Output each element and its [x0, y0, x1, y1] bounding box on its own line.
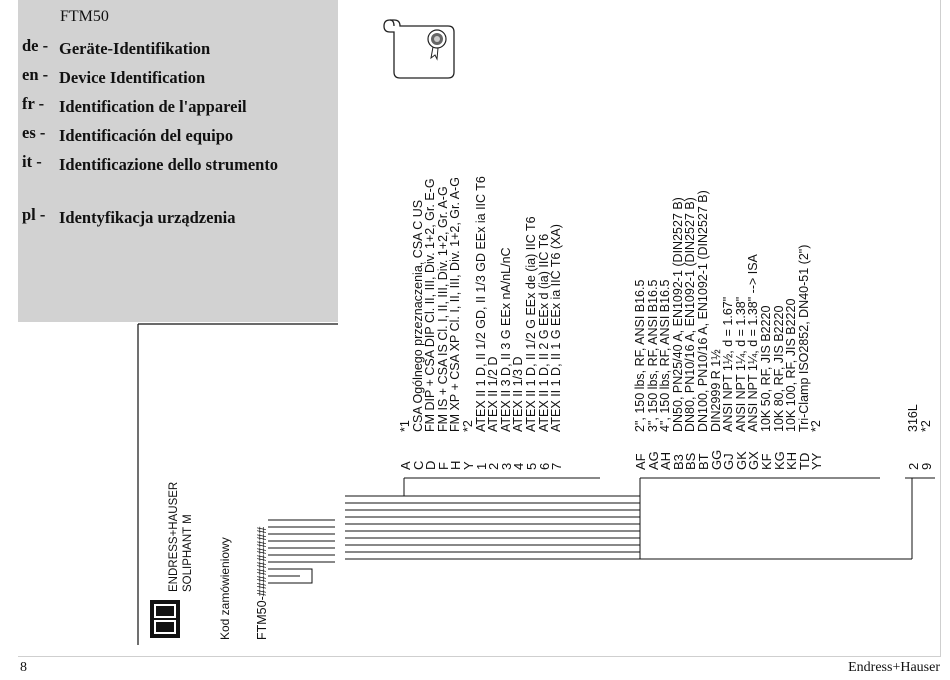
approval-description: ATEX II 1 D, II 1/2 G EEx de (ia) IIC T6	[524, 216, 538, 432]
approval-code: D	[423, 460, 439, 470]
process-description: DN80, PN10/16 A, EN1092-1 (DIN2527 B)	[683, 197, 698, 432]
footer-brand: Endress+Hauser	[848, 660, 940, 675]
approval-code: 5	[524, 462, 539, 470]
endress-hauser-logo	[150, 600, 180, 638]
approval-code: F	[435, 462, 451, 470]
material-code: 2	[906, 462, 921, 470]
process-description: DN50, PN25/40 A, EN1092-1 (DIN2527 B)	[670, 197, 685, 432]
approval-description: ATEX II 3 D, II 3 G EEx nA/nL/nC	[498, 247, 513, 432]
language-code: en -	[22, 65, 49, 84]
language-text: Identyfikacja urządzenia	[59, 208, 236, 227]
process-description: *2	[809, 420, 824, 432]
process-description: 10K 80, RF, JIS B2220	[771, 305, 786, 432]
process-description: ANSI NPT 1¼, d = 1.38" --> ISA	[746, 254, 761, 432]
approval-code: 7	[549, 462, 565, 470]
language-text: Identificazione dello strumento	[59, 155, 279, 174]
language-code: it -	[22, 152, 42, 171]
process-code: KF	[759, 453, 774, 470]
process-code: AG	[645, 451, 661, 470]
approval-code: 3	[498, 462, 514, 470]
language-code: pl -	[22, 205, 46, 224]
approval-description: ATEX II 1/3 D	[511, 356, 526, 432]
process-description: DN100, PN10/16 A, EN1092-1 (DIN2527 B)	[696, 190, 710, 432]
language-text: Device Identification	[59, 68, 206, 87]
process-description: Tri-Clamp ISO2852, DN40-51 (2")	[796, 244, 811, 432]
approval-description: ATEX II 1 D, II 2 G EEx d (ia) IIC T6	[536, 233, 551, 432]
brand-label: ENDRESS+HAUSER	[168, 481, 180, 592]
language-code: es -	[22, 123, 46, 142]
approval-description: *2	[461, 420, 475, 432]
process-description: 2", 150 lbs, RF, ANSI B16.5	[633, 279, 647, 432]
product-label: SOLIPHANT M	[182, 514, 194, 592]
material-description: 316L	[906, 404, 920, 432]
process-description: 3", 150 lbs, RF, ANSI B16.5	[645, 279, 660, 432]
approval-description: *1	[398, 420, 412, 432]
approval-code: 1	[473, 462, 489, 470]
approval-description: FM IS + CSA IS Cl. I, II, III, Div. 1+2, Gr. A-G	[435, 186, 450, 432]
approval-code: Y	[461, 461, 476, 470]
process-code: BT	[696, 453, 711, 470]
process-code: AH	[658, 451, 674, 470]
process-code: GX	[746, 451, 762, 470]
process-description: 4", 150 lbs, RF, ANSI B16.5	[658, 279, 673, 432]
approval-code: 2	[486, 462, 502, 470]
material-code: 9	[918, 462, 934, 470]
process-description: DIN2999 R 1½	[708, 349, 723, 432]
process-code: GG	[708, 449, 724, 470]
language-code: fr -	[22, 94, 45, 113]
approval-code: 4	[511, 462, 527, 470]
process-code: GK	[733, 451, 749, 470]
approval-description: CSA Ogólnego przeznaczenia, CSA C US	[410, 199, 425, 432]
material-description: *2	[918, 420, 933, 432]
process-description: 10K 100, RF, JIS B2220	[784, 298, 799, 432]
process-description: 10K 50, RF, JIS B2220	[759, 305, 773, 432]
process-code: BS	[683, 452, 699, 470]
order-code-label: Kod zamówieniowy	[218, 537, 232, 640]
approval-code: H	[448, 460, 464, 470]
approval-description: ATEX II 1/2 D	[486, 356, 501, 432]
language-text: Identificación del equipo	[59, 126, 234, 145]
language-text: Geräte-Identifikation	[59, 39, 211, 58]
process-code: KG	[771, 451, 787, 470]
language-code: de -	[22, 36, 49, 55]
language-text: Identification de l'appareil	[59, 97, 247, 116]
process-code: KH	[784, 451, 800, 470]
approval-code: 6	[536, 462, 552, 470]
process-description: ANSI NPT 1¼, d = 1.38"	[733, 296, 748, 432]
approval-description: FM XP + CSA XP Cl. I, II, III, Div. 1+2, Gr. A-G	[448, 177, 463, 432]
approval-description: ATEX II 1 D, II 1/2 GD, II 1/3 GD EEx ia IIC T6	[473, 176, 488, 432]
process-code: GJ	[721, 453, 737, 470]
approval-description: FM DIP + CSA DIP Cl. II, III, Div. 1+2, Gr. E-G	[423, 178, 438, 432]
order-code: FTM50-##########	[255, 526, 269, 640]
product-title: FTM50	[60, 8, 109, 25]
approval-code: A	[398, 461, 413, 470]
process-code: YY	[809, 452, 825, 470]
process-description: ANSI NPT 1½, d = 1.67"	[721, 296, 736, 432]
process-code: AF	[633, 453, 648, 470]
page-number: 8	[20, 660, 27, 675]
approval-description: ATEX II 1 D, II 1 G EEx ia IIC T6 (XA)	[549, 224, 564, 432]
approval-code: C	[410, 460, 426, 470]
process-code: B3	[670, 454, 686, 470]
process-code: TD	[796, 452, 812, 470]
